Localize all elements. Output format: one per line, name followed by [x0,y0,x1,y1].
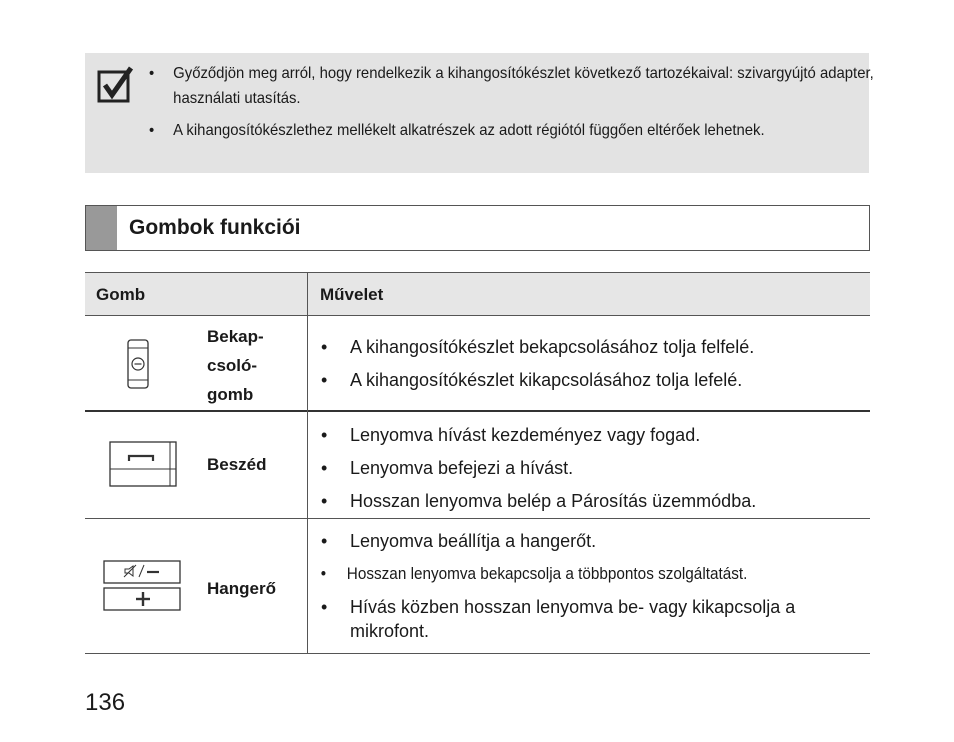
action-item: • Hosszan lenyomva belép a Párosítás üzemmódba. [318,489,868,513]
talk-button-icon [109,441,177,487]
button-name: Hangerő [207,579,276,598]
table-header [85,272,870,316]
action-item: • Lenyomva hívást kezdeményez vagy fogad. [318,423,868,447]
action-item: • Hosszan lenyomva bekapcsolja a többpontos szolgáltatást. [318,562,887,586]
section-header [85,205,870,251]
note-list [149,61,874,150]
table-row [85,315,870,412]
note-item: • A kihangosítókészlethez mellékelt alkatrészek az adott régiótól függően eltérőek lehetnek. [149,118,880,143]
action-item: • Lenyomva beállítja a hangerőt. [318,529,868,553]
action-list [318,529,868,652]
section-marker [86,206,117,250]
action-item: • Lenyomva befejezi a hívást. [318,456,868,480]
table-row [85,412,870,519]
checkbox-note-icon [97,66,135,104]
page-number: 136 [85,689,126,716]
action-item: • A kihangosítókészlet kikapcsolásához tolja lefelé. [318,368,868,392]
button-name: Beszéd [207,455,267,474]
note-item: • Győződjön meg arról, hogy rendelkezik a kihangosítókészlet következő tartozékaival: szivargyújtó adapter, használati utasítás. [149,61,880,111]
action-item: • Hívás közben hosszan lenyomva be- vagy kikapcsolja a mikrofont. [318,595,868,643]
column-divider [307,272,308,654]
header-muvelet: Művelet [320,285,384,304]
action-list [318,423,868,522]
button-name-text: Bekap- csoló- gomb [207,327,264,404]
table-row [85,519,870,654]
header-gomb: Gomb [96,285,146,304]
section-title: Gombok funkciói [129,216,301,239]
volume-buttons-icon [103,560,181,612]
action-item: • A kihangosítókészlet bekapcsolásához tolja felfelé. [318,335,868,359]
note-box [85,53,874,173]
button-name [207,322,264,409]
action-list [318,335,868,401]
power-switch-icon [127,339,149,389]
